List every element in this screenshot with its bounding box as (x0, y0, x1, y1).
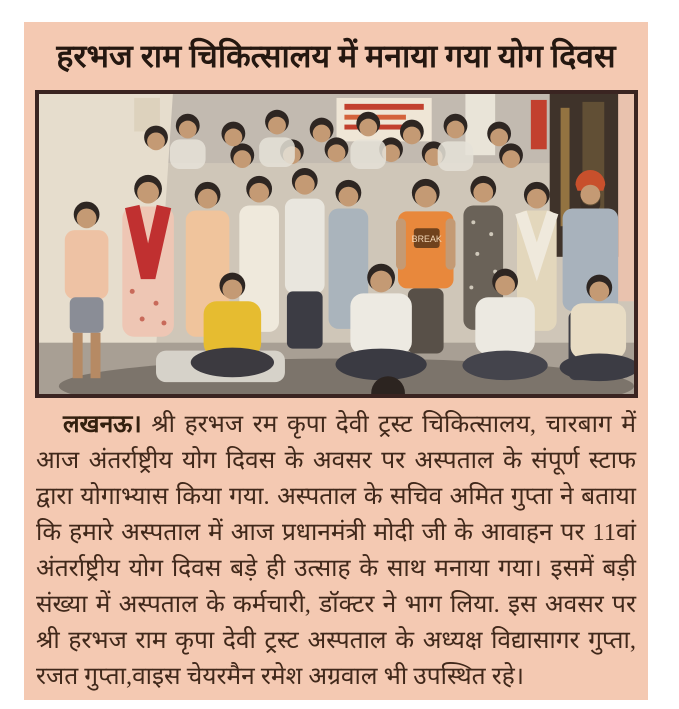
article-paragraph (36, 407, 636, 695)
headline: हरभज राम चिकित्सालय में मनाया गया योग दिवस (56, 38, 616, 74)
orange-shirt-text: BREAK (411, 234, 442, 245)
photo-red-sign (530, 100, 546, 149)
article-body-text: श्री हरभज रम कृपा देवी ट्रस्ट चिकित्सालय, चारबाग में आज अंतर्राष्ट्रीय योग दिवस के अवसर पर अस्पताल के संपूर्ण स्टाफ द्वारा योगाभ्यास किया गया. अस्पताल के सचिव अमित गुप्ता ने बताया कि हमारे अस्पताल में आज प्रधानमंत्री मोदी जी के आवाहन पर 11वां अंतर्राष्ट्रीय योग दिवस बड़े ही उत्साह के साथ मनाया गया। इसमें बड़ी संख्या में अस्पताल के कर्मचारी, डॉक्टर ने भाग लिया. इस अवसर पर श्री हरभज राम कृपा देवी ट्रस्ट अस्पताल के अध्यक्ष विद्यासागर गुप्ता, रजत गुप्ता,वाइस चेयरमैन रमेश अग्रवाल भी उपस्थित रहे। (36, 411, 636, 691)
news-photo (35, 90, 638, 398)
dateline: लखनऊ। (62, 411, 142, 439)
newspaper-clipping (24, 22, 648, 700)
news-photo-illustration (39, 94, 634, 394)
